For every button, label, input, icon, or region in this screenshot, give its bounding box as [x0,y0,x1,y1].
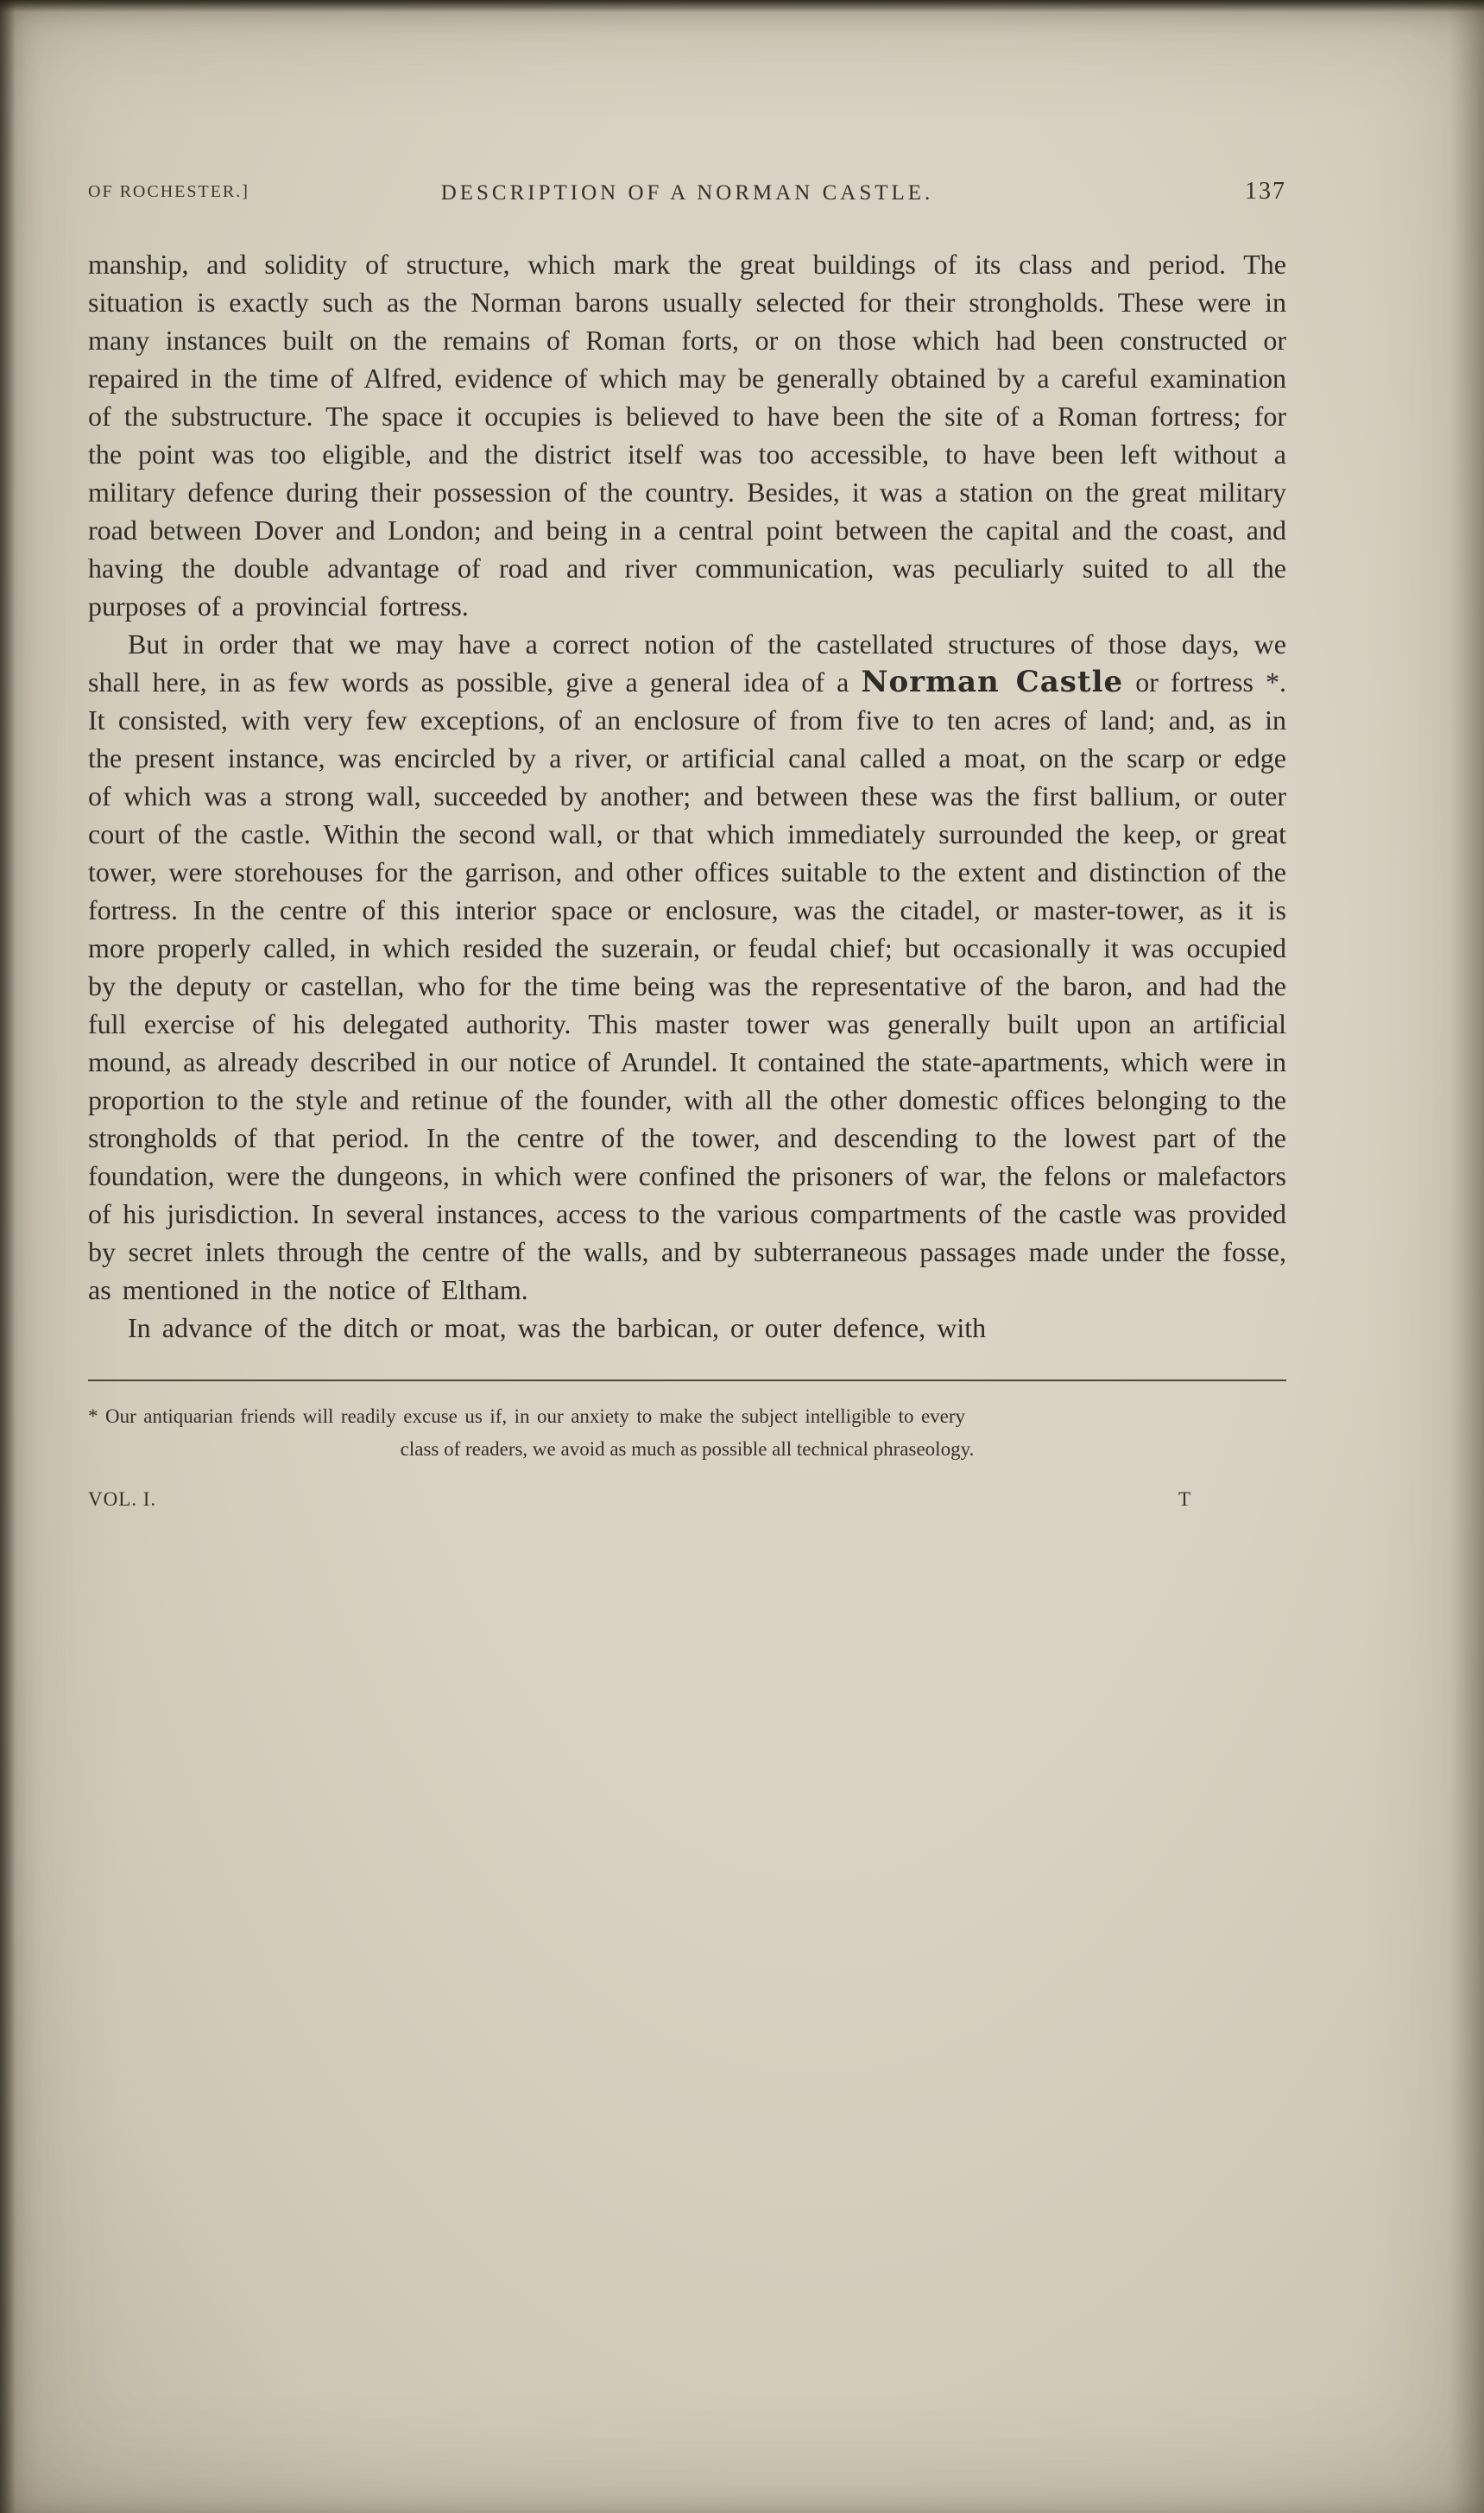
signature-mark: T [1178,1488,1191,1510]
paragraph-text: or fortress *. It consisted, with very few exceptions, of an enclosure of from five to ten acres of land; and, as in the present instance, was encircled by a river, or artificial canal called a moat, on the scarp or edge of which was a strong wall, succeeded by another; and between these was the first ballium, or outer court of the castle. Within the second wall, or that which immediately surrounded the keep, or great tower, were storehouses for the garrison, and other offices suitable to the extent and distinction of the fortress. In the centre of this interior space or enclosure, was the citadel, or master-tower, as it is more properly called, in which resided the suzerain, or feudal chief; but occasionally it was occupied by the deputy or castellan, who for the time being was the representative of the baron, and had the full exercise of his delegated authority. This master tower was generally built upon an artificial mound, as already described in our notice of Arundel. It contained the state-apartments, which were in proportion to the style and retinue of the founder, with all the other domestic offices belonging to the strongholds of that period. In the centre of the tower, and descending to the lowest part of the foundation, were the dungeons, in which were confined the prisoners of war, the felons or malefactors of his jurisdiction. In several instances, access to the various compartments of the castle was provided by secret inlets through the centre of the walls, and by subterraneous passages made under the fosse, as mentioned in the notice of Eltham. [88,666,1286,1305]
body-text [88,245,1286,1347]
footnote-divider [88,1380,1286,1381]
running-header [88,171,1286,205]
footnote [88,1400,1286,1466]
paragraph-text: But in order that we may have a correct notion of the castellated structures of those days, we shall here, in as few words as possible, give a general idea of a [88,628,1286,698]
footnote-line-2: class of readers, we avoid as much as possible all technical phraseology. [400,1438,975,1460]
page-number: 137 [1245,178,1286,205]
paragraph-norman-castle [88,625,1286,1309]
header-title: DESCRIPTION OF A NORMAN CASTLE. [440,181,934,205]
paragraph-text: In advance of the ditch or moat, was the barbican, or outer defence, with [128,1312,987,1343]
paragraph-barbican [88,1309,1286,1347]
blackletter-phrase: Norman Castle [861,665,1124,699]
paragraph-text: manship, and solidity of structure, which mark the great buildings of its class and period. The situation is exactly such as the Norman barons usually selected for their strongholds. These were in many instances built on the remains of Roman forts, or on those which had been constructed or repaired in the time of Alfred, evidence of which may be generally obtained by a careful examination of the substructure. The space it occupies is believed to have been the site of a Roman fortress; for the point was too eligible, and the district itself was too accessible, to have been left without a military defence during their possession of the country. Besides, it was a station on the great military road between Dover and London; and being in a central point between the capital and the coast, and having the double advantage of road and river communication, was peculiarly suited to all the purposes of a provincial fortress. [88,249,1286,622]
paragraph-continuation [88,245,1286,625]
footnote-line-1: * Our antiquarian friends will readily excuse us if, in our anxiety to make the subject intelligible to every [88,1405,966,1427]
header-section-label: OF ROCHESTER.] [88,182,249,201]
page-content [88,171,1286,1511]
page-footer [88,1488,1286,1511]
volume-label: VOL. I. [88,1488,157,1510]
